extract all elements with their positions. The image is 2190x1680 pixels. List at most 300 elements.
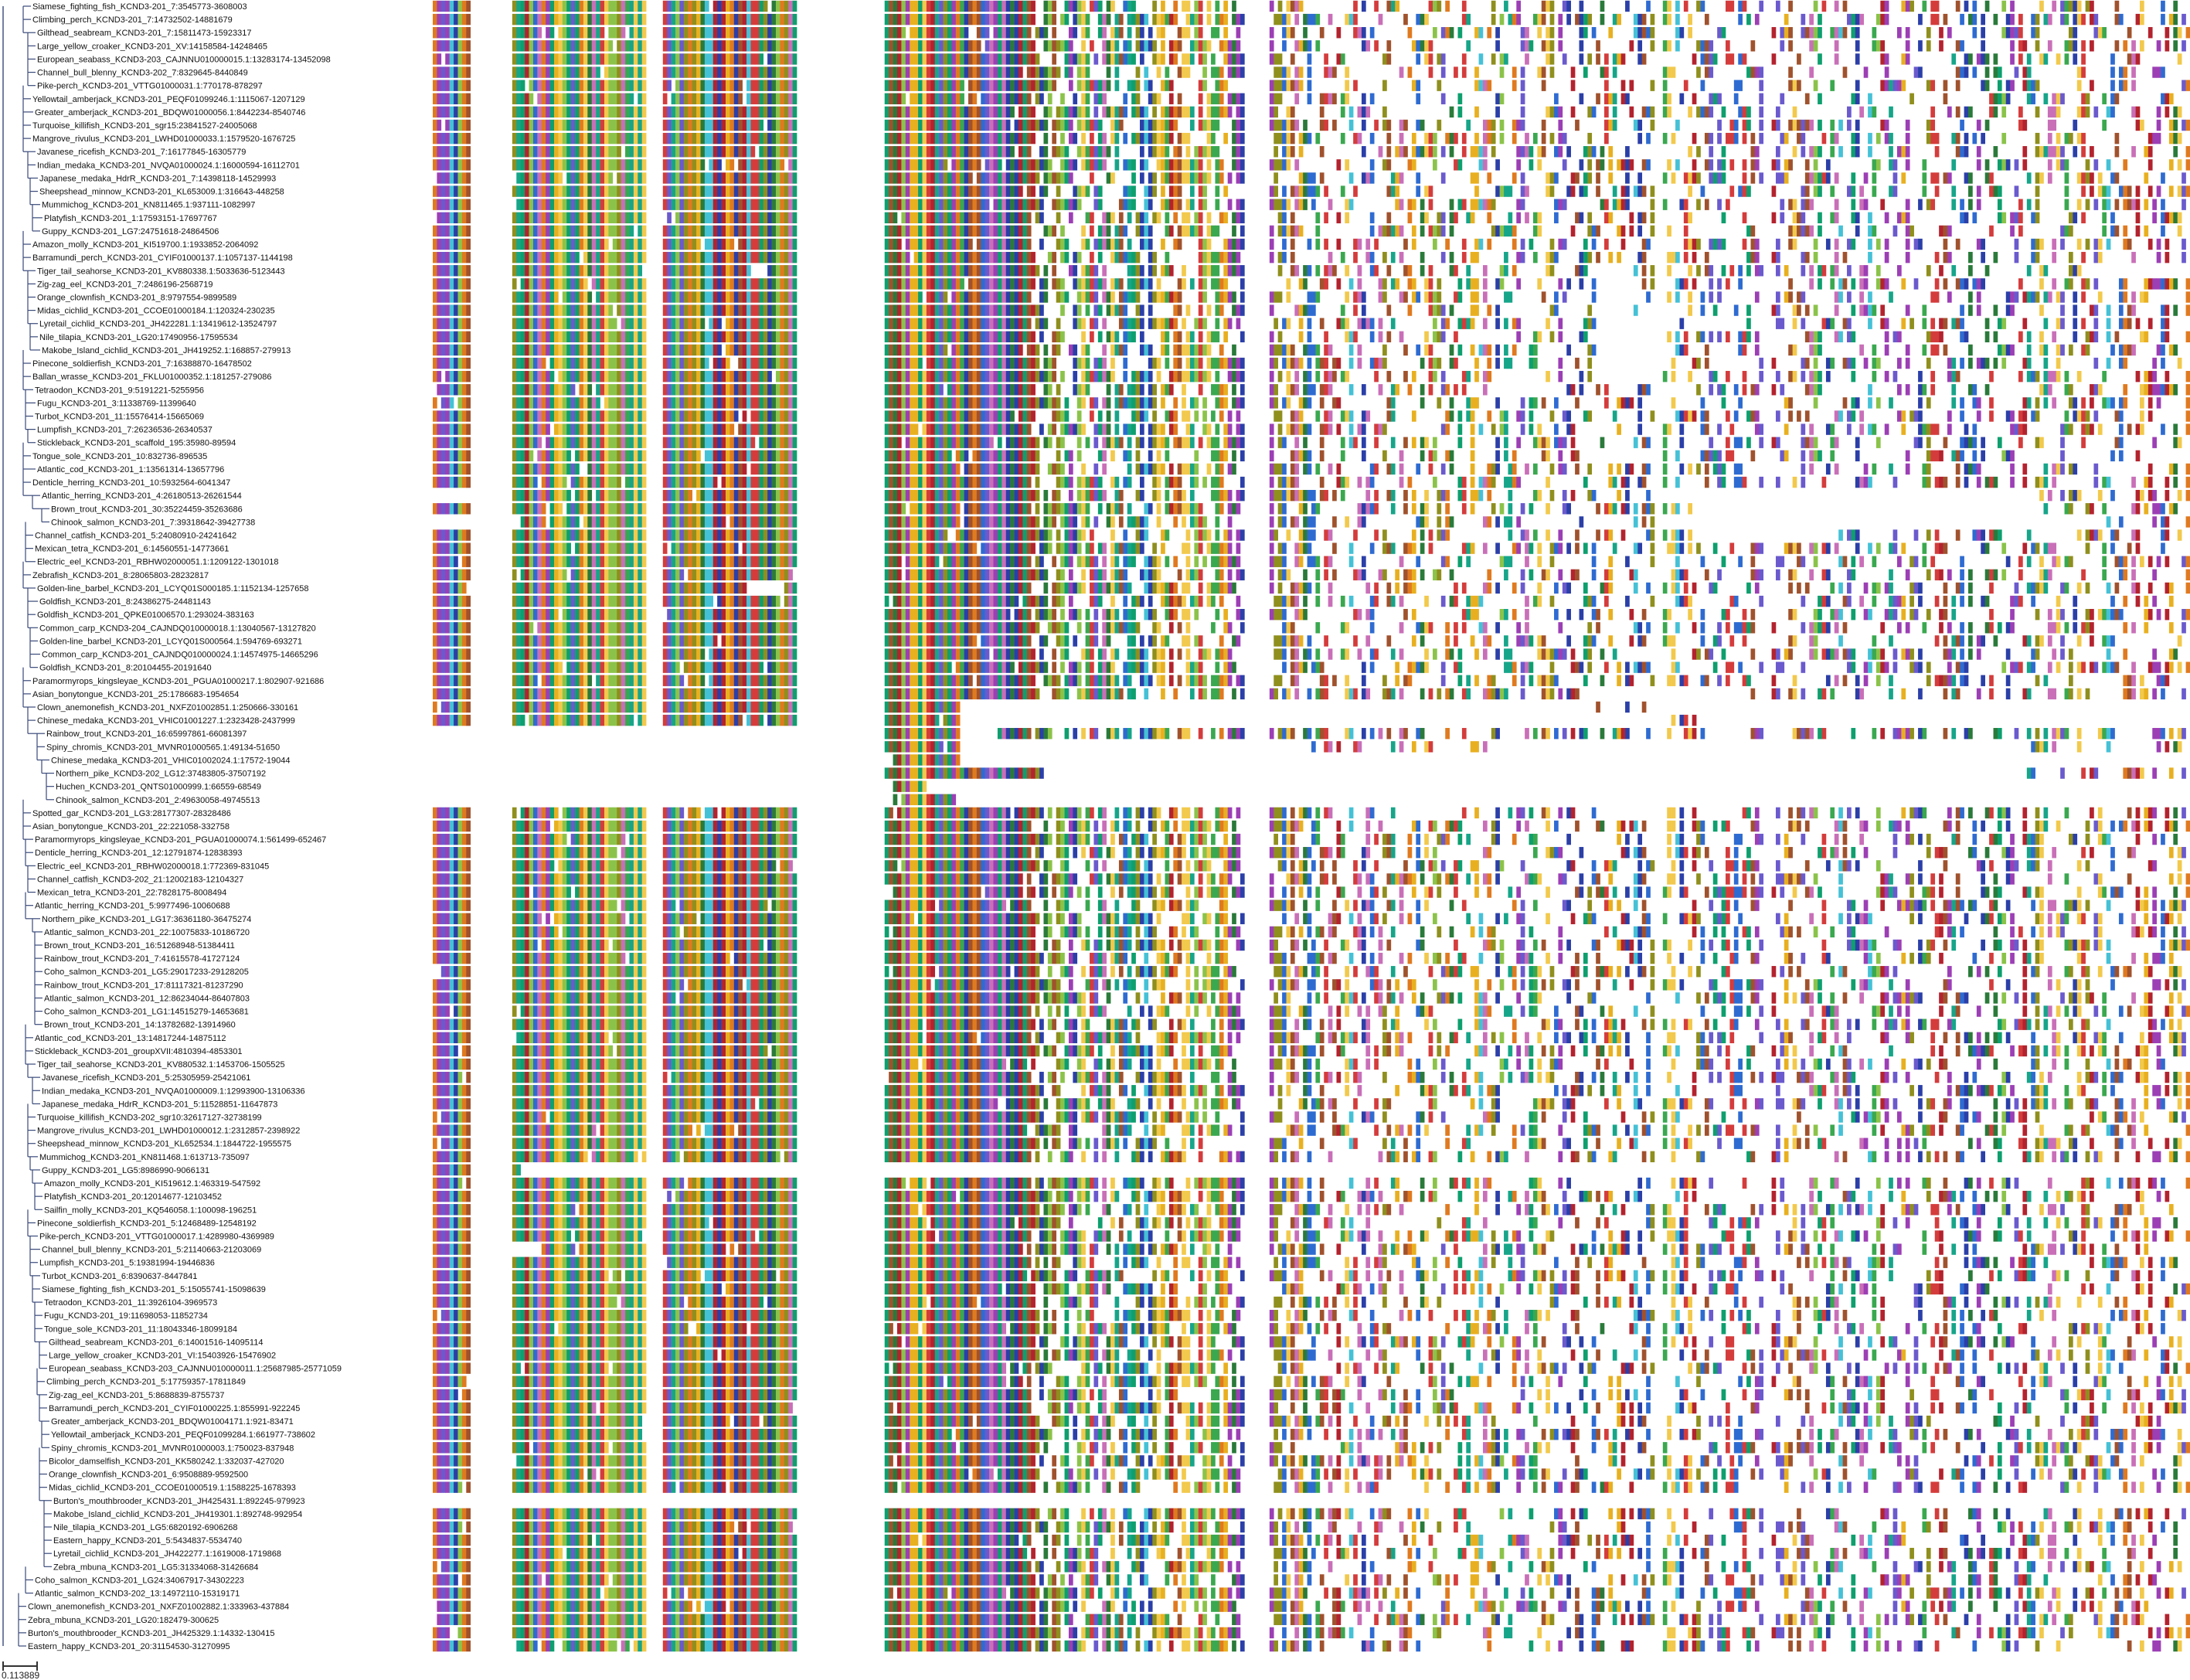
residue-cell [580,146,584,157]
residue-cell [1386,53,1391,64]
residue-cell [776,159,780,170]
residue-cell [1098,94,1103,104]
residue-cell [893,199,898,210]
residue-cell [2123,66,2127,77]
residue-cell [521,213,525,223]
residue-cell [960,66,964,77]
residue-cell [1127,213,1132,223]
residue-cell [2044,265,2049,276]
residue-cell [901,159,906,170]
residue-cell [1018,213,1023,223]
residue-cell [550,146,555,157]
residue-cell [1818,120,1822,131]
residue-cell [684,40,689,51]
residue-cell [1131,1,1136,12]
residue-cell [625,120,630,131]
residue-cell [454,159,458,170]
residue-cell [729,120,734,131]
residue-cell [1144,185,1148,196]
residue-cell [679,133,684,144]
residue-cell [642,27,647,38]
residue-cell [613,80,617,90]
residue-cell [772,159,777,170]
residue-cell [1107,53,1111,64]
residue-cell [1542,133,1546,144]
residue-cell [1433,146,1437,157]
residue-cell [1282,239,1287,250]
residue-cell [600,252,605,263]
residue-cell [1793,80,1797,90]
residue-cell [1738,80,1743,90]
residue-cell [441,40,446,51]
residue-cell [1194,146,1199,157]
residue-cell [1287,133,1291,144]
residue-cell [738,133,743,144]
residue-cell [914,172,919,183]
residue-cell [679,107,684,117]
residue-cell [1093,80,1098,90]
residue-cell [1583,252,1588,263]
residue-cell [516,172,521,183]
residue-cell [550,185,555,196]
residue-cell [1278,94,1283,104]
residue-cell [2131,146,2136,157]
residue-cell [542,252,546,263]
residue-cell [2136,185,2141,196]
residue-cell [1308,239,1312,250]
residue-cell [1215,107,1219,117]
residue-cell [981,120,985,131]
residue-cell [617,199,621,210]
residue-cell [2123,80,2127,90]
residue-cell [1140,265,1144,276]
residue-cell [750,159,755,170]
residue-cell [2186,185,2190,196]
residue-cell [994,1,998,12]
residue-cell [1809,66,1814,77]
leaf-label: Golden-line_barbel_KCND3-201_LCYQ01S000564.1:594769-693271 [39,637,302,646]
residue-cell [2178,53,2182,64]
residue-cell [1566,185,1571,196]
residue-cell [1956,107,1960,117]
residue-cell [1186,159,1191,170]
residue-cell [642,172,647,183]
residue-cell [1328,199,1333,210]
residue-cell [780,213,784,223]
residue-cell [709,265,713,276]
residue-cell [960,120,964,131]
residue-cell [1015,80,1019,90]
residue-cell [696,94,701,104]
residue-cell [1537,27,1542,38]
residue-cell [2077,80,2082,90]
residue-cell [1851,133,1855,144]
residue-cell [910,185,914,196]
residue-cell [709,213,713,223]
residue-cell [1232,94,1236,104]
residue-cell [457,252,462,263]
residue-cell [1818,53,1822,64]
residue-cell [1583,265,1588,276]
residue-cell [1835,252,1839,263]
residue-cell [910,159,914,170]
residue-cell [1637,120,1642,131]
residue-cell [1215,265,1219,276]
residue-cell [1667,226,1671,236]
residue-cell [533,252,538,263]
residue-cell [529,265,534,276]
residue-cell [1370,252,1375,263]
residue-cell [688,94,692,104]
residue-cell [901,40,906,51]
residue-cell [780,252,784,263]
residue-cell [722,252,726,263]
residue-cell [1566,146,1571,157]
residue-cell [734,199,739,210]
residue-cell [1161,146,1165,157]
residue-cell [1178,27,1182,38]
residue-cell [1889,80,1893,90]
residue-cell [1563,133,1567,144]
residue-cell [2181,199,2186,210]
residue-cell [1236,172,1241,183]
residue-cell [2081,40,2086,51]
residue-cell [642,226,647,236]
residue-cell [1855,80,1860,90]
residue-cell [558,159,563,170]
residue-cell [788,107,793,117]
leaf-label: Lumpfish_KCND3-201_5:19381994-19446836 [39,1259,215,1268]
residue-cell [571,40,576,51]
residue-cell [994,53,998,64]
residue-cell [1211,252,1216,263]
residue-cell [580,265,584,276]
residue-cell [1876,40,1881,51]
residue-cell [1818,226,1822,236]
residue-cell [1956,239,1960,250]
residue-cell [512,53,517,64]
residue-cell [1161,265,1165,276]
residue-cell [750,213,755,223]
residue-cell [1583,66,1588,77]
residue-cell [1043,107,1048,117]
residue-cell [947,133,952,144]
residue-cell [1140,146,1144,157]
residue-cell [1006,133,1011,144]
residue-cell [1228,40,1233,51]
residue-cell [776,185,780,196]
residue-cell [1065,252,1069,263]
residue-cell [521,159,525,170]
residue-cell [994,146,998,157]
residue-cell [763,80,768,90]
residue-cell [1717,120,1722,131]
residue-cell [763,226,768,236]
residue-cell [1093,146,1098,157]
residue-cell [1956,66,1960,77]
residue-cell [2140,14,2144,25]
residue-cell [600,1,605,12]
residue-cell [1228,252,1233,263]
residue-cell [1939,265,1943,276]
residue-cell [705,94,709,104]
residue-cell [1353,80,1358,90]
residue-cell [1746,265,1751,276]
residue-cell [592,159,597,170]
residue-cell [998,213,1002,223]
residue-cell [1093,53,1098,64]
residue-cell [914,199,919,210]
residue-cell [1115,159,1120,170]
residue-cell [2107,199,2111,210]
residue-cell [554,172,559,183]
residue-cell [1755,66,1760,77]
residue-cell [2102,27,2107,38]
residue-cell [1859,199,1864,210]
residue-cell [546,172,550,183]
residue-cell [767,133,772,144]
residue-cell [1031,133,1035,144]
residue-cell [1332,66,1337,77]
residue-cell [998,146,1002,157]
residue-cell [1705,53,1709,64]
residue-cell [1173,14,1178,25]
residue-cell [977,133,981,144]
residue-cell [1977,199,1981,210]
residue-cell [1115,252,1120,263]
residue-cell [437,66,441,77]
residue-cell [1282,213,1287,223]
residue-cell [1943,239,1948,250]
residue-cell [542,80,546,90]
residue-cell [1186,213,1191,223]
residue-cell [939,120,944,131]
residue-cell [701,146,706,157]
residue-cell [1060,107,1065,117]
residue-cell [1010,185,1015,196]
residue-cell [1429,199,1433,210]
residue-cell [592,146,597,157]
residue-cell [1358,107,1362,117]
residue-cell [692,159,697,170]
residue-cell [755,80,760,90]
residue-cell [1060,172,1065,183]
residue-cell [1441,94,1446,104]
residue-cell [722,27,726,38]
residue-cell [1885,66,1889,77]
residue-cell [521,27,525,38]
leaf-label: Fugu_KCND3-201_3:11338769-11399640 [37,399,196,408]
residue-cell [1726,40,1730,51]
residue-cell [977,213,981,223]
residue-cell [889,159,893,170]
residue-cell [1294,226,1299,236]
residue-cell [1010,199,1015,210]
residue-cell [566,14,571,25]
residue-cell [542,199,546,210]
residue-cell [1202,80,1207,90]
residue-cell [1282,27,1287,38]
residue-cell [729,94,734,104]
residue-cell [1424,40,1429,51]
residue-cell [1131,172,1136,183]
residue-cell [1864,172,1869,183]
residue-cell [563,14,567,25]
residue-cell [1864,66,1869,77]
residue-cell [1637,226,1642,236]
residue-cell [1642,185,1647,196]
residue-cell [994,226,998,236]
residue-cell [889,80,893,90]
residue-cell [918,213,923,223]
residue-cell [713,172,718,183]
residue-cell [1399,226,1404,236]
residue-cell [1512,80,1517,90]
residue-cell [1031,252,1035,263]
residue-cell [1947,27,1952,38]
residue-cell [1065,239,1069,250]
residue-cell [2077,1,2082,12]
residue-cell [956,239,961,250]
residue-cell [1152,172,1157,183]
residue-cell [1516,213,1521,223]
residue-cell [767,80,772,90]
residue-cell [1441,172,1446,183]
residue-cell [1006,199,1011,210]
residue-cell [1190,185,1195,196]
residue-cell [563,94,567,104]
residue-cell [1554,146,1559,157]
residue-cell [1303,199,1308,210]
residue-cell [533,226,538,236]
residue-cell [1604,94,1609,104]
residue-cell [738,40,743,51]
leaf-label: Midas_cichlid_KCND3-201_CCOE01000184.1:120324-230235 [37,307,275,316]
residue-cell [696,40,701,51]
residue-cell [621,172,626,183]
residue-cell [1291,146,1295,157]
residue-cell [960,252,964,263]
residue-cell [2169,120,2174,131]
residue-cell [1684,213,1688,223]
residue-cell [550,265,555,276]
residue-cell [1173,1,1178,12]
residue-cell [604,120,609,131]
residue-cell [1985,53,1990,64]
residue-cell [1291,213,1295,223]
residue-cell [1102,107,1107,117]
residue-cell [1282,80,1287,90]
residue-cell [1797,53,1801,64]
residue-cell [2161,66,2165,77]
residue-cell [776,120,780,131]
residue-cell [1943,226,1948,236]
residue-cell [2001,27,2006,38]
residue-cell [692,133,697,144]
residue-cell [525,278,529,289]
residue-cell [1403,239,1408,250]
residue-cell [516,66,521,77]
residue-cell [1998,159,2002,170]
residue-cell [763,213,768,223]
residue-cell [2173,40,2178,51]
residue-cell [608,14,613,25]
residue-cell [793,94,797,104]
leaf-label: Sailfin_molly_KCND3-201_KQ546058.1:100098-196251 [44,1206,257,1215]
residue-cell [738,265,743,276]
residue-cell [450,53,454,64]
residue-cell [788,265,793,276]
residue-cell [587,185,592,196]
residue-cell [914,239,919,250]
residue-cell [1294,80,1299,90]
residue-cell [542,213,546,223]
residue-cell [1684,199,1688,210]
leaf-label: Golden-line_barbel_KCND3-201_LCYQ01S000185.1:1152134-1257658 [37,584,308,593]
residue-cell [755,185,760,196]
residue-cell [1801,265,1805,276]
residue-cell [1951,199,1956,210]
residue-cell [989,133,994,144]
residue-cell [784,1,789,12]
residue-cell [1613,199,1617,210]
residue-cell [1169,199,1174,210]
residue-cell [1998,80,2002,90]
residue-cell [1818,146,1822,157]
residue-cell [1830,80,1835,90]
residue-cell [1178,94,1182,104]
residue-cell [944,252,948,263]
residue-cell [580,226,584,236]
residue-cell [1379,14,1383,25]
residue-cell [914,213,919,223]
residue-cell [1152,120,1157,131]
residue-cell [1604,120,1609,131]
residue-cell [989,252,994,263]
residue-cell [944,239,948,250]
residue-cell [457,226,462,236]
residue-cell [533,107,538,117]
residue-cell [441,226,446,236]
residue-cell [776,27,780,38]
residue-cell [1006,40,1011,51]
residue-cell [2010,53,2015,64]
residue-cell [705,252,709,263]
residue-cell [667,1,672,12]
residue-cell [1152,146,1157,157]
residue-cell [743,53,747,64]
residue-cell [889,66,893,77]
residue-cell [696,213,701,223]
residue-cell [750,133,755,144]
residue-cell [722,66,726,77]
leaf-label: Chinook_salmon_KCND3-201_2:49630058-49745513 [56,796,260,805]
residue-cell [722,265,726,276]
residue-cell [918,66,923,77]
residue-cell [1429,146,1433,157]
residue-cell [625,40,630,51]
residue-cell [575,53,580,64]
residue-cell [679,66,684,77]
residue-cell [1709,239,1713,250]
residue-cell [629,27,634,38]
leaf-label: Mexican_tetra_KCND3-201_22:7828175-8008494 [37,889,226,898]
residue-cell [1161,172,1165,183]
residue-cell [1022,40,1027,51]
residue-cell [2173,213,2178,223]
residue-cell [977,1,981,12]
residue-cell [918,27,923,38]
